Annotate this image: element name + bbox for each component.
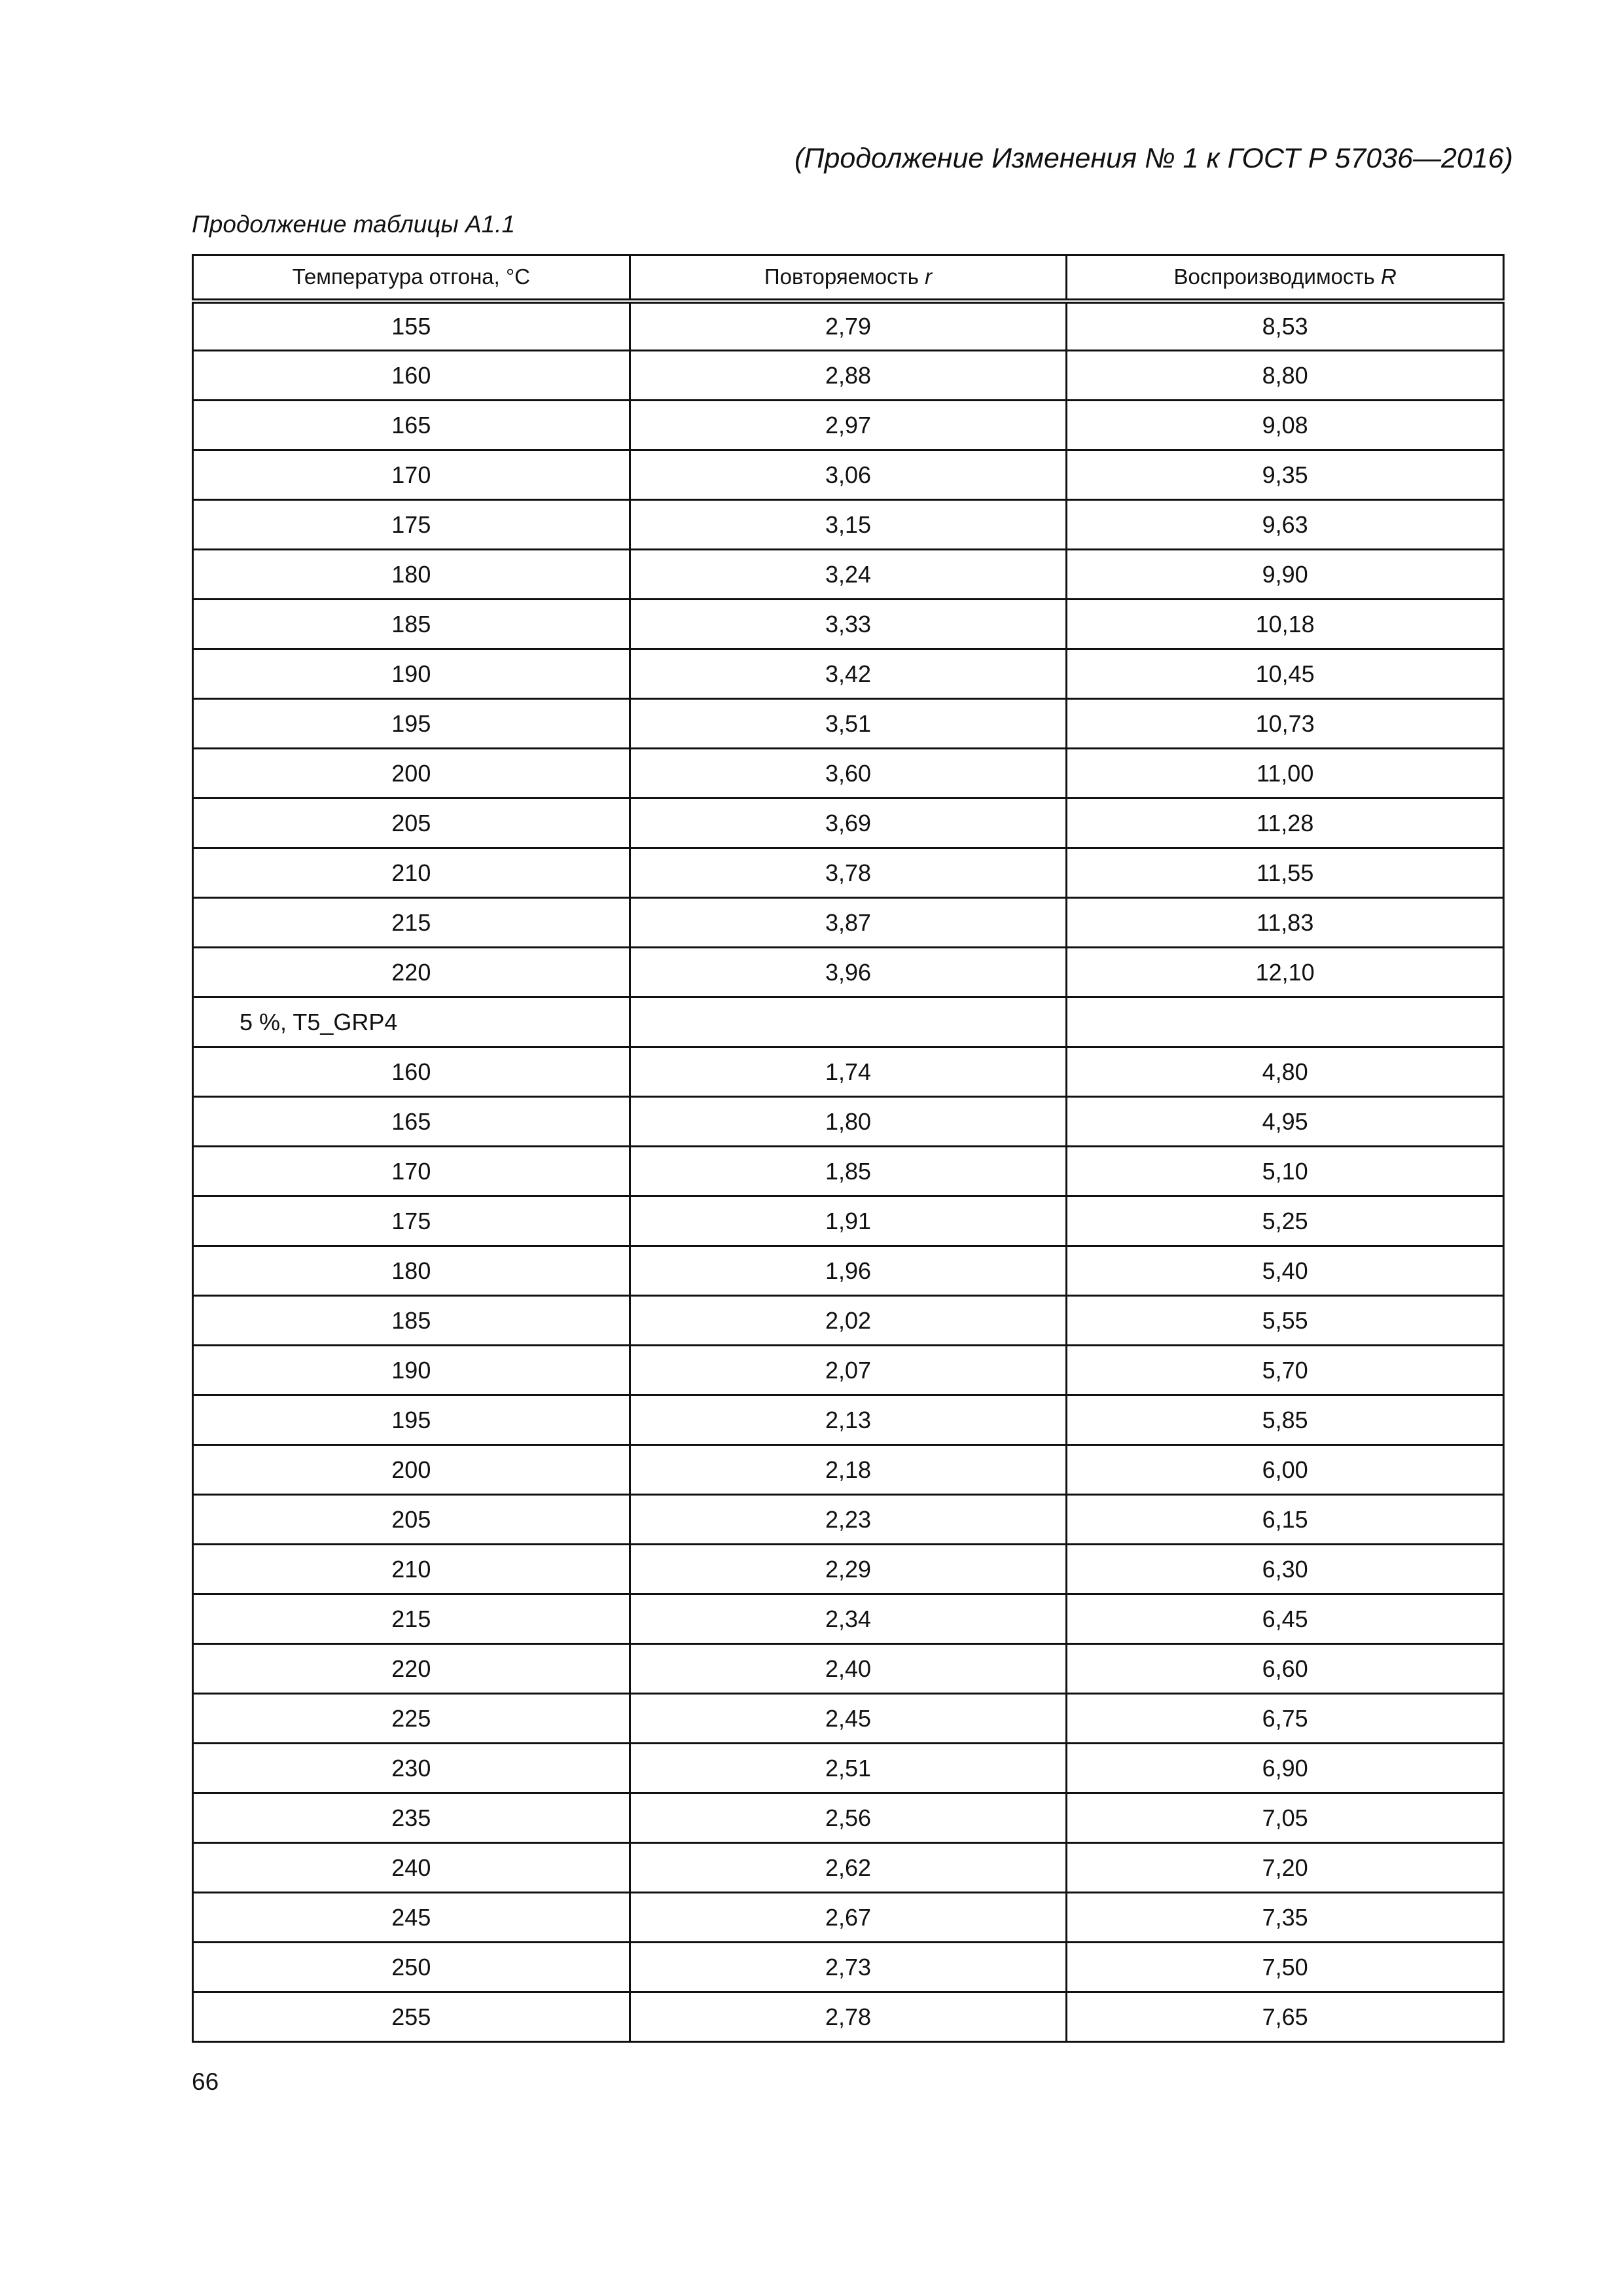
data-table [192, 254, 1505, 2043]
cell-reproducibility: 12,10 [1067, 948, 1504, 997]
cell-reproducibility: 5,85 [1067, 1395, 1504, 1445]
table-row [193, 749, 1504, 798]
cell-temperature: 220 [193, 948, 630, 997]
table-row [193, 1246, 1504, 1296]
table-row [193, 600, 1504, 649]
cell-temperature: 165 [193, 1097, 630, 1147]
cell-repeatability: 2,67 [630, 1893, 1067, 1943]
cell-reproducibility: 8,80 [1067, 351, 1504, 401]
cell-repeatability: 3,69 [630, 798, 1067, 848]
table-caption: Продолжение таблицы А1.1 [192, 211, 516, 238]
cell-temperature: 240 [193, 1843, 630, 1893]
cell-repeatability: 2,34 [630, 1594, 1067, 1644]
cell-temperature: 205 [193, 798, 630, 848]
cell-reproducibility: 6,15 [1067, 1495, 1504, 1545]
cell-repeatability: 2,62 [630, 1843, 1067, 1893]
cell-temperature: 230 [193, 1744, 630, 1793]
cell-reproducibility: 11,28 [1067, 798, 1504, 848]
cell-temperature: 195 [193, 699, 630, 749]
cell-repeatability: 2,29 [630, 1545, 1067, 1594]
cell-temperature: 215 [193, 898, 630, 948]
cell-temperature: 210 [193, 848, 630, 898]
table-row [193, 1296, 1504, 1346]
cell-reproducibility: 11,55 [1067, 848, 1504, 898]
cell-temperature: 170 [193, 1147, 630, 1196]
cell-repeatability: 3,15 [630, 500, 1067, 550]
cell-reproducibility: 7,35 [1067, 1893, 1504, 1943]
table-row [193, 550, 1504, 600]
cell-repeatability: 2,97 [630, 401, 1067, 450]
table-row [193, 1992, 1504, 2042]
table-row [193, 450, 1504, 500]
table-row [193, 699, 1504, 749]
cell-repeatability: 2,13 [630, 1395, 1067, 1445]
cell-reproducibility: 4,95 [1067, 1097, 1504, 1147]
cell-repeatability: 3,78 [630, 848, 1067, 898]
cell-repeatability: 3,96 [630, 948, 1067, 997]
table-row [193, 1893, 1504, 1943]
cell-repeatability: 2,78 [630, 1992, 1067, 2042]
cell-reproducibility: 6,90 [1067, 1744, 1504, 1793]
cell-temperature: 175 [193, 1196, 630, 1246]
cell-repeatability: 3,60 [630, 749, 1067, 798]
cell-temperature: 255 [193, 1992, 630, 2042]
cell-reproducibility [1067, 997, 1504, 1047]
cell-reproducibility: 5,25 [1067, 1196, 1504, 1246]
cell-temperature: 225 [193, 1694, 630, 1744]
table-body [193, 301, 1504, 2042]
table-row [193, 1793, 1504, 1843]
table-row [193, 1694, 1504, 1744]
cell-temperature: 185 [193, 1296, 630, 1346]
cell-repeatability: 2,18 [630, 1445, 1067, 1495]
cell-temperature: 220 [193, 1644, 630, 1694]
table-row [193, 401, 1504, 450]
cell-repeatability: 2,79 [630, 301, 1067, 351]
cell-repeatability: 2,23 [630, 1495, 1067, 1545]
table-row [193, 1744, 1504, 1793]
cell-reproducibility: 10,73 [1067, 699, 1504, 749]
cell-temperature: 160 [193, 351, 630, 401]
table-row [193, 848, 1504, 898]
table-row [193, 1843, 1504, 1893]
cell-repeatability: 3,51 [630, 699, 1067, 749]
group-label: 5 %, T5_GRP4 [193, 997, 630, 1047]
table-row [193, 1395, 1504, 1445]
table-header-row [193, 255, 1504, 301]
cell-repeatability: 2,45 [630, 1694, 1067, 1744]
page-header: (Продолжение Изменения № 1 к ГОСТ Р 57036—2016) [794, 143, 1513, 174]
table-row [193, 1644, 1504, 1694]
table-row [193, 1495, 1504, 1545]
cell-repeatability: 2,56 [630, 1793, 1067, 1843]
table-row [193, 1147, 1504, 1196]
table-row [193, 649, 1504, 699]
column-header-repeatability [630, 255, 1067, 301]
cell-reproducibility: 11,00 [1067, 749, 1504, 798]
table-row [193, 798, 1504, 848]
table-row [193, 1943, 1504, 1992]
column-header-reproducibility-text: Воспроизводимость [1173, 264, 1381, 289]
reproducibility-symbol: R [1380, 264, 1397, 289]
cell-repeatability: 2,07 [630, 1346, 1067, 1395]
cell-temperature: 165 [193, 401, 630, 450]
cell-reproducibility: 7,05 [1067, 1793, 1504, 1843]
cell-reproducibility: 6,30 [1067, 1545, 1504, 1594]
repeatability-symbol: r [925, 264, 933, 289]
cell-reproducibility: 7,65 [1067, 1992, 1504, 2042]
table-row [193, 948, 1504, 997]
cell-temperature: 190 [193, 649, 630, 699]
cell-reproducibility: 10,18 [1067, 600, 1504, 649]
cell-reproducibility: 5,70 [1067, 1346, 1504, 1395]
column-header-repeatability-text: Повторяемость [764, 264, 925, 289]
cell-repeatability: 1,85 [630, 1147, 1067, 1196]
cell-reproducibility: 5,40 [1067, 1246, 1504, 1296]
cell-temperature: 200 [193, 749, 630, 798]
cell-repeatability: 3,87 [630, 898, 1067, 948]
cell-temperature: 250 [193, 1943, 630, 1992]
cell-repeatability: 3,24 [630, 550, 1067, 600]
cell-temperature: 185 [193, 600, 630, 649]
cell-temperature: 195 [193, 1395, 630, 1445]
cell-reproducibility: 6,60 [1067, 1644, 1504, 1694]
cell-repeatability: 3,33 [630, 600, 1067, 649]
cell-temperature: 245 [193, 1893, 630, 1943]
cell-repeatability: 2,02 [630, 1296, 1067, 1346]
cell-repeatability: 3,42 [630, 649, 1067, 699]
table-row [193, 351, 1504, 401]
column-header-temperature: Температура отгона, °С [193, 255, 630, 301]
table-row [193, 1545, 1504, 1594]
cell-repeatability [630, 997, 1067, 1047]
cell-temperature: 235 [193, 1793, 630, 1843]
table-row [193, 1097, 1504, 1147]
table-row [193, 1445, 1504, 1495]
cell-reproducibility: 6,45 [1067, 1594, 1504, 1644]
column-header-reproducibility [1067, 255, 1504, 301]
cell-temperature: 215 [193, 1594, 630, 1644]
cell-temperature: 175 [193, 500, 630, 550]
cell-repeatability: 1,91 [630, 1196, 1067, 1246]
table-row [193, 898, 1504, 948]
cell-reproducibility: 7,20 [1067, 1843, 1504, 1893]
cell-repeatability: 2,40 [630, 1644, 1067, 1694]
cell-reproducibility: 11,83 [1067, 898, 1504, 948]
table-row [193, 1346, 1504, 1395]
cell-temperature: 155 [193, 301, 630, 351]
cell-temperature: 200 [193, 1445, 630, 1495]
cell-reproducibility: 9,63 [1067, 500, 1504, 550]
cell-reproducibility: 9,90 [1067, 550, 1504, 600]
cell-reproducibility: 6,75 [1067, 1694, 1504, 1744]
table-row [193, 1594, 1504, 1644]
cell-repeatability: 2,73 [630, 1943, 1067, 1992]
table-row [193, 301, 1504, 351]
cell-reproducibility: 5,10 [1067, 1147, 1504, 1196]
cell-reproducibility: 6,00 [1067, 1445, 1504, 1495]
cell-reproducibility: 9,35 [1067, 450, 1504, 500]
cell-repeatability: 1,74 [630, 1047, 1067, 1097]
cell-temperature: 170 [193, 450, 630, 500]
cell-temperature: 190 [193, 1346, 630, 1395]
cell-reproducibility: 7,50 [1067, 1943, 1504, 1992]
cell-temperature: 180 [193, 550, 630, 600]
cell-repeatability: 2,51 [630, 1744, 1067, 1793]
cell-temperature: 180 [193, 1246, 630, 1296]
cell-temperature: 210 [193, 1545, 630, 1594]
table-row [193, 1047, 1504, 1097]
cell-repeatability: 3,06 [630, 450, 1067, 500]
cell-reproducibility: 5,55 [1067, 1296, 1504, 1346]
cell-repeatability: 2,88 [630, 351, 1067, 401]
table-group-row [193, 997, 1504, 1047]
cell-reproducibility: 10,45 [1067, 649, 1504, 699]
cell-repeatability: 1,96 [630, 1246, 1067, 1296]
cell-repeatability: 1,80 [630, 1097, 1067, 1147]
cell-reproducibility: 8,53 [1067, 301, 1504, 351]
cell-temperature: 160 [193, 1047, 630, 1097]
cell-reproducibility: 4,80 [1067, 1047, 1504, 1097]
cell-temperature: 205 [193, 1495, 630, 1545]
table-row [193, 500, 1504, 550]
page-number: 66 [192, 2068, 219, 2095]
table-row [193, 1196, 1504, 1246]
cell-reproducibility: 9,08 [1067, 401, 1504, 450]
